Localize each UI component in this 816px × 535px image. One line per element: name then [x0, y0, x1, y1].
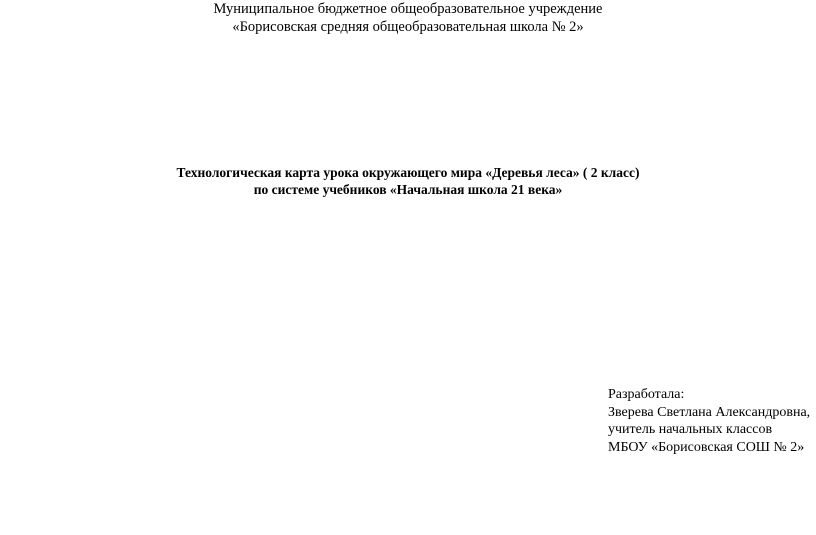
document-title-line-1: Технологическая карта урока окружающего мира «Деревья леса» ( 2 класс) [176, 165, 640, 180]
author-position: учитель начальных классов [608, 422, 773, 437]
author-name: Зверева Светлана Александровна, [608, 404, 811, 420]
author-role: Разработала: [608, 387, 685, 402]
institution-name-line-1: Муниципальное бюджетное общеобразовательное учреждение [213, 1, 603, 17]
author-block [608, 386, 810, 456]
institution-name-line-2: «Борисовская средняя общеобразовательная школа № 2» [232, 19, 584, 35]
document-title [0, 164, 816, 198]
document-title-line-2: по системе учебников «Начальная школа 21 века» [253, 182, 563, 197]
author-school: МБОУ «Борисовская СОШ № 2» [608, 439, 805, 455]
institution-header [0, 0, 816, 36]
